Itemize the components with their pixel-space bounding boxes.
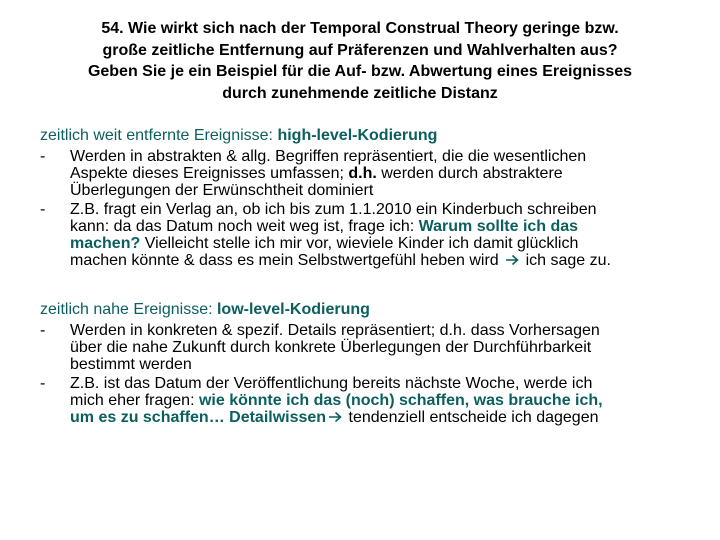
- bullet-dash: -: [40, 375, 46, 392]
- far-events-term: high-level-Kodierung: [277, 127, 438, 144]
- title-line: große zeitliche Entfernung auf Präferenzen und Wahlverhalten aus?: [102, 41, 618, 59]
- text-line: Überlegungen der Erwünschtheit dominiert: [70, 182, 374, 199]
- text-line: Werden in abstrakten & allg. Begriffen repräsentiert, die die wesentlichen: [70, 148, 587, 165]
- text-line: [70, 252, 708, 269]
- text-emphasis: wie könnte ich das (noch) schaffen, was brauche ich,: [198, 392, 603, 409]
- text-line: [70, 235, 708, 252]
- text-span: Vielleicht stelle ich mir vor, wieviele Kinder ich damit glücklich: [140, 235, 579, 252]
- list-item: [40, 201, 708, 269]
- text-line: [70, 392, 708, 409]
- slide-title: [30, 18, 690, 104]
- text-span: tendenziell entscheide ich dagegen: [344, 409, 599, 426]
- text-span: kann: da das Datum noch weit weg ist, frage ich:: [70, 218, 419, 235]
- list-item: [40, 322, 708, 373]
- near-events-section: [40, 300, 708, 426]
- title-line: durch zunehmende zeitliche Distanz: [222, 84, 498, 102]
- title-line: Geben Sie je ein Beispiel für die Auf- bzw. Abwertung eines Ereignisses: [87, 63, 633, 80]
- far-events-section: [40, 126, 708, 269]
- title-line: 54. Wie wirkt sich nach der Temporal Construal Theory geringe bzw.: [101, 20, 619, 37]
- text-span: werden durch abstraktere: [376, 165, 563, 182]
- near-events-heading: [40, 300, 708, 320]
- text-line: Werden in konkreten & spezif. Details repräsentiert; d.h. dass Vorhersagen: [70, 322, 600, 339]
- text-line: [70, 218, 708, 235]
- bullet-dash: -: [40, 322, 46, 339]
- far-events-label: zeitlich weit entfernte Ereignisse:: [40, 127, 278, 144]
- near-events-term: low-level-Kodierung: [216, 301, 370, 318]
- text-emphasis: Warum sollte ich das: [418, 218, 579, 235]
- list-item: [40, 148, 708, 199]
- text-line: Z.B. ist das Datum der Veröffentlichung bereits nächste Woche, werde ich: [70, 375, 593, 392]
- list-item: [40, 375, 708, 426]
- far-events-heading: [40, 126, 708, 146]
- bullet-dash: -: [40, 201, 46, 218]
- text-span: machen könnte & dass es mein Selbstwertgefühl heben wird: [70, 252, 504, 269]
- text-bold: d.h.: [348, 165, 377, 182]
- text-line: über die nahe Zukunft durch konkrete Überlegungen der Durchführbarkeit: [70, 339, 592, 356]
- arrow-right-icon: [505, 254, 519, 266]
- text-span: ich sage zu.: [521, 252, 611, 269]
- text-line: Z.B. fragt ein Verlag an, ob ich bis zum 1.1.2010 ein Kinderbuch schreiben: [70, 201, 597, 218]
- text-line: [70, 165, 708, 182]
- text-line: [70, 409, 708, 426]
- text-line: bestimmt werden: [70, 356, 192, 373]
- text-span: mich eher fragen:: [70, 392, 199, 409]
- near-events-label: zeitlich nahe Ereignisse:: [40, 301, 217, 318]
- bullet-dash: -: [40, 148, 46, 165]
- arrow-right-icon: [328, 411, 342, 423]
- text-emphasis: machen?: [70, 235, 141, 252]
- text-span: Aspekte dieses Ereignisses umfassen;: [70, 165, 349, 182]
- text-emphasis: um es zu schaffen… Detailwissen: [70, 409, 327, 426]
